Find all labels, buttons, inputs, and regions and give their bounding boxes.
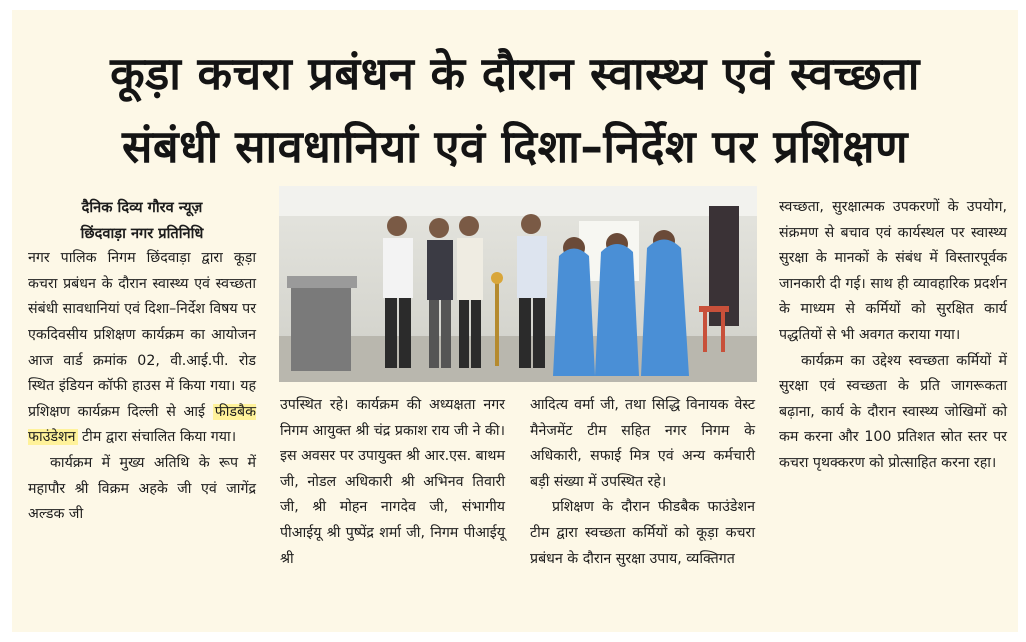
paragraph-intro xyxy=(28,246,256,451)
paragraph-guests-continued: उपस्थित रहे। कार्यक्रम की अध्यक्षता नगर निगम आयुक्त श्री चंद्र प्रकाश राय जी ने की। इस अवसर पर उपायुक्त श्री आर.एस. बाथम जी, नोडल अधिकारी श्री अभिनव तिवारी जी, श्री मोहन नागदेव जी, संभागीय पीआईयू श्री पुष्पेंद्र शर्मा जी, निगम पीआईयू श्री xyxy=(280,397,505,567)
paragraph-intro-text: नगर पालिक निगम छिंदवाड़ा द्वारा कूड़ा कचरा प्रबंधन के दौरान स्वास्थ्य एवं स्वच्छता संबंधी सावधानियां एवं दिशा–निर्देश विषय पर एकदिवसीय प्रशिक्षण कार्यक्रम का आयोजन आज वार्ड क्रमांक 02, वी.आई.पी. रोड स्थित इंडियन कॉफी हाउस में किया गया। यह प्रशिक्षण कार्यक्रम दिल्ली से आई xyxy=(28,250,256,420)
newspaper-clipping xyxy=(12,10,1018,632)
highlighted-foundation-name: फीडबैक फाउंडेशन xyxy=(28,403,256,446)
article-column-2 xyxy=(280,393,505,572)
paragraph-objective: कार्यक्रम का उद्देश्य स्वच्छता कर्मियों में सुरक्षा एवं स्वच्छता के प्रति जागरूकता बढ़ाना, कार्य के दौरान स्वास्थ्य जोखिमों को कम करना और 100 प्रतिशत स्रोत स्तर पर कचरा पृथक्करण को प्रोत्साहित करना रहा। xyxy=(779,352,1007,471)
headline-line-2: संबंधी सावधानियां एवं दिशा–निर्देश पर प्रशिक्षण xyxy=(121,120,909,173)
byline-publication: दैनिक दिव्य गौरव न्यूज़ xyxy=(81,199,203,216)
article-column-3 xyxy=(530,393,755,572)
paragraph-guests-start: कार्यक्रम में मुख्य अतिथि के रूप में महापौर श्री विक्रम अहके जी एवं जागेंद्र अल्डक जी xyxy=(28,454,256,523)
byline-reporter: छिंदवाड़ा नगर प्रतिनिधि xyxy=(80,224,204,242)
paragraph-guests-end: आदित्य वर्मा जी, तथा सिद्धि विनायक वेस्ट मैनेजमेंट टीम सहित नगर निगम के अधिकारी, सफाई मित्र एवं अन्य कर्मचारी बड़ी संख्या में उपस्थित रहे। xyxy=(530,397,755,490)
paragraph-training-end: स्वच्छता, सुरक्षात्मक उपकरणों के उपयोग, संक्रमण से बचाव एवं कार्यस्थल पर स्वास्थ्य सुरक्षा के मानकों के संबंध में विस्तारपूर्वक जानकारी दी गई। साथ ही व्यावहारिक प्रदर्शन के माध्यम से कर्मियों को सुरक्षित कार्य पद्धतियों से भी अवगत कराया गया। xyxy=(779,199,1007,343)
event-photo-illustration xyxy=(279,186,757,382)
paragraph-training-start: प्रशिक्षण के दौरान फीडबैक फाउंडेशन टीम द्वारा स्वच्छता कर्मियों को कूड़ा कचरा प्रबंधन के दौरान सुरक्षा उपाय, व्यक्तिगत xyxy=(530,499,755,567)
article-column-1 xyxy=(28,195,256,528)
headline-line-1: कूड़ा कचरा प्रबंधन के दौरान स्वास्थ्य एवं स्वच्छता xyxy=(110,47,920,100)
paragraph-intro-end: टीम द्वारा संचालित किया गया। xyxy=(82,429,237,446)
event-photo xyxy=(279,186,757,382)
article-column-4 xyxy=(779,195,1007,477)
